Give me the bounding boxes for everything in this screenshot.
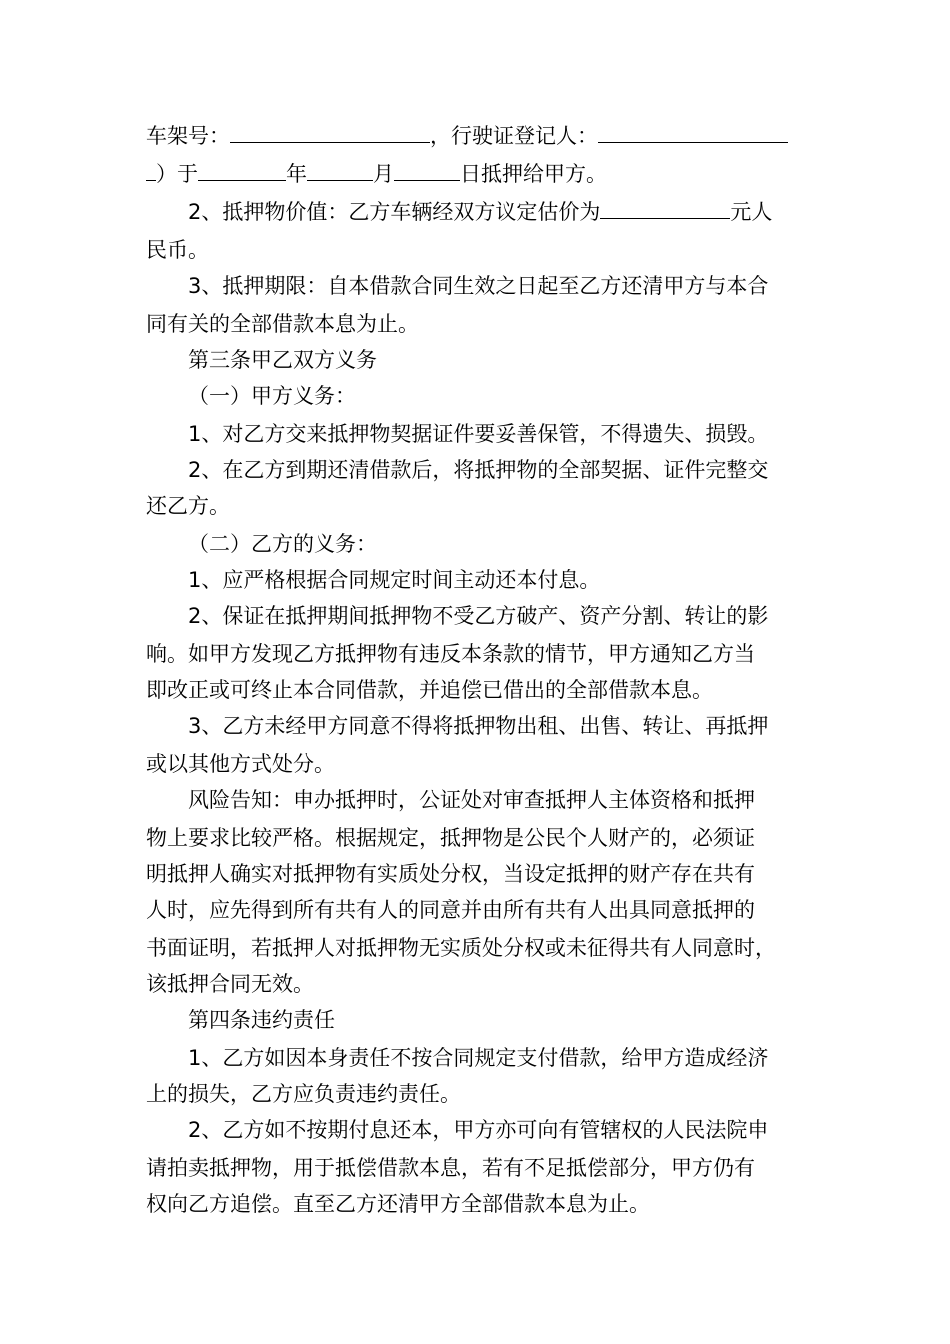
blank-underline [307, 162, 373, 181]
text-line: 明抵押人确实对抵押物有实质处分权，当设定抵押的财产存在共有 [146, 862, 755, 886]
text-line: 3、抵押期限：自本借款合同生效之日起至乙方还清甲方与本合 [188, 274, 769, 298]
blank-underline [198, 162, 286, 181]
text-segment: 2、抵押物价值：乙方车辆经双方议定估价为 [188, 200, 601, 224]
text-line: 1、乙方如因本身责任不按合同规定支付借款，给甲方造成经济 [188, 1046, 769, 1070]
blank-underline [600, 200, 730, 219]
section-heading: 第四条违约责任 [188, 1008, 335, 1032]
text-line: 3、乙方未经甲方同意不得将抵押物出租、出售、转让、再抵押 [188, 714, 769, 738]
text-segment: 车架号： [146, 124, 230, 148]
blank-underline [230, 124, 430, 143]
text-line: 权向乙方追偿。直至乙方还清甲方全部借款本息为止。 [146, 1192, 650, 1216]
text-line: 响。如甲方发现乙方抵押物有违反本条款的情节，甲方通知乙方当 [146, 642, 755, 666]
text-segment: 日抵押给甲方。 [460, 162, 607, 186]
subsection-heading: （二）乙方的义务： [188, 532, 377, 556]
blank-underline [598, 124, 788, 143]
text-line [188, 200, 772, 224]
text-line: 物上要求比较严格。根据规定，抵押物是公民个人财产的，必须证 [146, 826, 755, 850]
text-line: 还乙方。 [146, 494, 230, 518]
text-segment: ，行驶证登记人： [430, 124, 598, 148]
subsection-heading: （一）甲方义务： [188, 384, 356, 408]
text-line: 书面证明，若抵押人对抵押物无实质处分权或未征得共有人同意时， [146, 936, 776, 960]
text-line [146, 124, 788, 148]
text-line: 或以其他方式处分。 [146, 752, 335, 776]
text-line: 2、保证在抵押期间抵押物不受乙方破产、资产分割、转让的影 [188, 604, 769, 628]
text-segment: 元人 [730, 200, 773, 224]
text-line: 人时，应先得到所有共有人的同意并由所有共有人出具同意抵押的 [146, 898, 755, 922]
text-line: 1、对乙方交来抵押物契据证件要妥善保管，不得遗失、损毁。 [188, 422, 769, 446]
section-heading: 第三条甲乙双方义务 [188, 348, 377, 372]
text-line: 2、在乙方到期还清借款后，将抵押物的全部契据、证件完整交 [188, 458, 769, 482]
text-line: 1、应严格根据合同规定时间主动还本付息。 [188, 568, 601, 592]
text-segment: 年 [286, 162, 307, 186]
blank-underline [146, 162, 156, 181]
text-line: 2、乙方如不按期付息还本，甲方亦可向有管辖权的人民法院申 [188, 1118, 769, 1142]
blank-underline [394, 162, 460, 181]
text-line: 该抵押合同无效。 [146, 972, 314, 996]
text-line: 风险告知：申办抵押时，公证处对审查抵押人主体资格和抵押 [188, 788, 755, 812]
text-line: 请拍卖抵押物，用于抵偿借款本息，若有不足抵偿部分，甲方仍有 [146, 1156, 755, 1180]
text-line: 上的损失，乙方应负责违约责任。 [146, 1082, 461, 1106]
text-line: 民币。 [146, 238, 209, 262]
text-line: 即改正或可终止本合同借款，并追偿已借出的全部借款本息。 [146, 678, 713, 702]
text-line [146, 162, 607, 186]
text-segment: ）于 [156, 162, 198, 186]
text-line: 同有关的全部借款本息为止。 [146, 312, 419, 336]
text-segment: 月 [373, 162, 394, 186]
